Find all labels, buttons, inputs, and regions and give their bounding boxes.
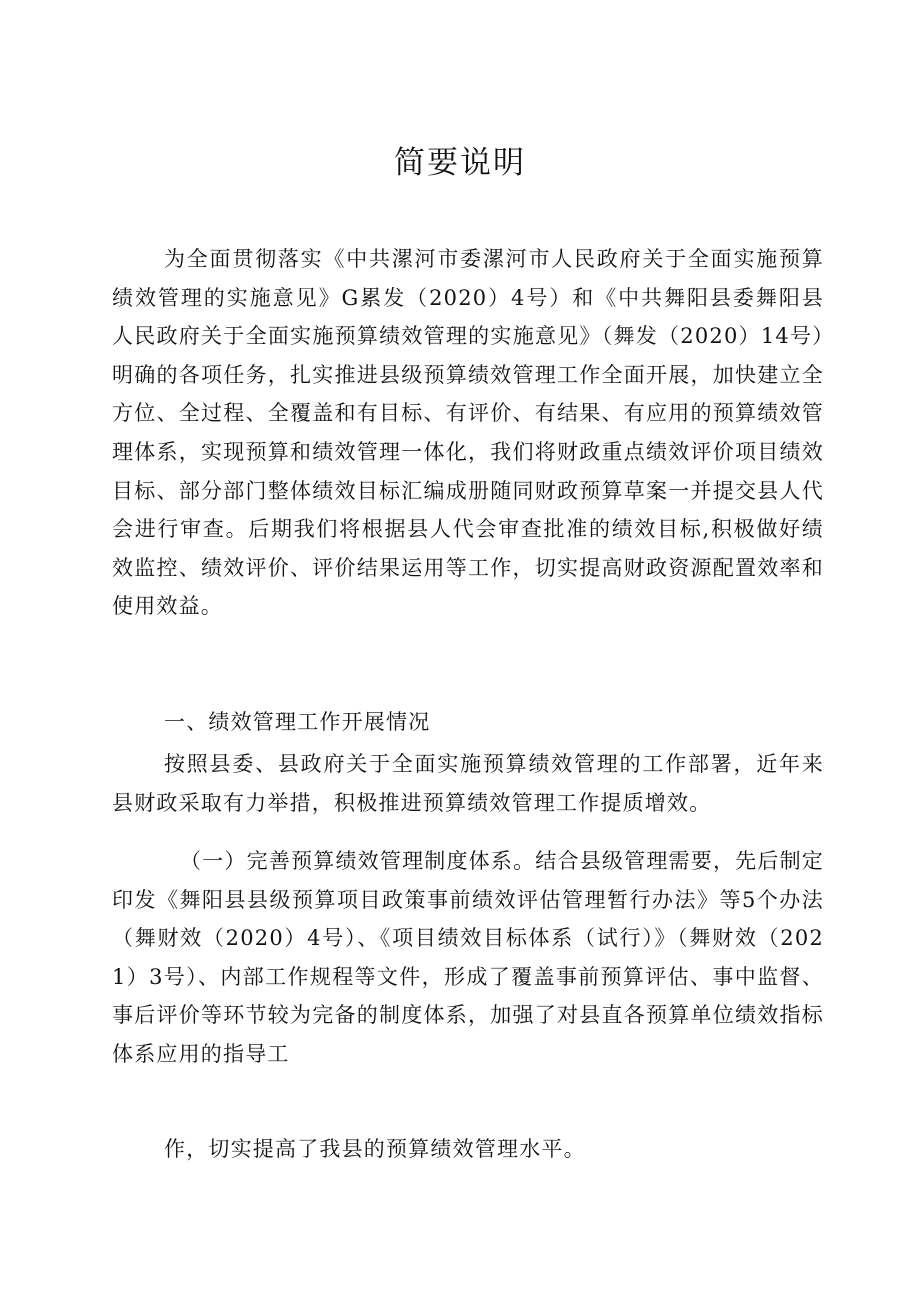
intro-paragraph: 为全面贯彻落实《中共漯河市委漯河市人民政府关于全面实施预算绩效管理的实施意见》G累发（2020）4号）和《中共舞阳县委舞阳县人民政府关于全面实施预算绩效管理的实施意见》（舞发（2020）14号）明确的各项任务，扎实推进县级预算绩效管理工作全面开展，加快建立全方位、全过程、全覆盖和有目标、有评价、有结果、有应用的预算绩效管理体系，实现预算和绩效管理一体化，我们将财政重点绩效评价项目绩效目标、部分部门整体绩效目标汇编成册随同财政预算草案一并提交县人代会进行审查。后期我们将根据县人代会审查批准的绩效目标,积极做好绩效监控、绩效评价、评价结果运用等工作，切实提高财政资源配置效率和使用效益。	[112, 247, 824, 619]
section-heading-1: 一、绩效管理工作开展情况	[164, 710, 431, 734]
document-title: 简要说明	[394, 145, 526, 181]
subsection-1-paragraph: （一）完善预算绩效管理制度体系。结合县级管理需要，先后制定印发《舞阳县县级预算项目政策事前绩效评估管理暂行办法》等5个办法（舞财效（2020）4号）、《项目绩效目标体系（试行）》（舞财效（2021）3号）、内部工作规程等文件，形成了覆盖事前预算评估、事中监督、事后评价等环节较为完备的制度体系，加强了对县直各预算单位绩效指标体系应用的指导工	[112, 849, 824, 1066]
continuation-paragraph: 作，切实提高了我县的预算绩效管理水平。	[164, 1137, 586, 1161]
section-1-paragraph: 按照县委、县政府关于全面实施预算绩效管理的工作部署，近年来县财政采取有力举措，积极推进预算绩效管理工作提质增效。	[112, 752, 824, 815]
